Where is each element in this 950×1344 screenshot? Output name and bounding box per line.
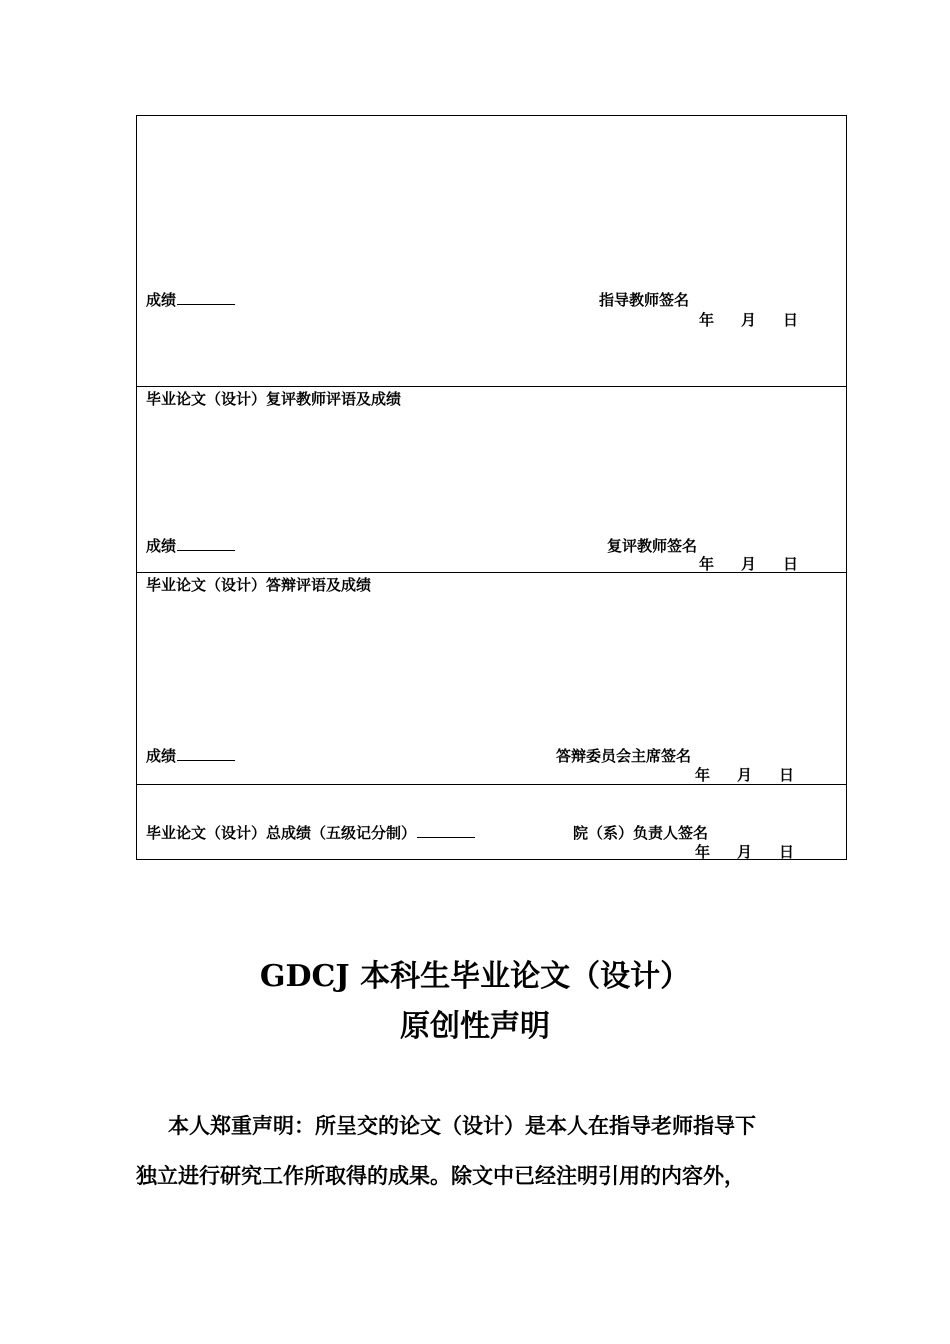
grade-blank[interactable]: [177, 291, 235, 305]
day-label: 日: [779, 766, 795, 784]
advisor-signature-label: 指导教师签名: [599, 291, 690, 309]
year-label: 年: [699, 555, 715, 573]
month-label: 月: [737, 766, 753, 784]
defense-section: [137, 573, 846, 785]
year-label: 年: [695, 766, 711, 784]
day-label: 日: [779, 843, 795, 861]
advisor-date: [699, 311, 798, 329]
defense-date: [695, 766, 794, 784]
total-section: [137, 785, 846, 861]
declaration-subtitle: 原创性声明: [400, 1009, 550, 1044]
defense-signature-label: 答辩委员会主席签名: [556, 747, 692, 765]
grade-blank[interactable]: [177, 747, 235, 761]
reviewer-grade-field[interactable]: [146, 537, 235, 555]
month-label: 月: [741, 311, 757, 329]
reviewer-date: [699, 555, 798, 573]
total-grade-blank[interactable]: [417, 824, 475, 838]
month-label: 月: [741, 555, 757, 573]
reviewer-heading: 毕业论文（设计）复评教师评语及成绩: [146, 390, 402, 408]
advisor-section: [137, 116, 846, 387]
year-label: 年: [695, 843, 711, 861]
grade-label: 成绩: [146, 747, 177, 765]
advisor-grade-field[interactable]: [146, 291, 235, 309]
reviewer-section: [137, 387, 846, 573]
day-label: 日: [783, 311, 799, 329]
declaration-title: GDCJ 本科生毕业论文（设计）: [259, 959, 691, 994]
declaration-paragraph-line-1: 本人郑重声明：所呈交的论文（设计）是本人在指导老师指导下: [168, 1113, 756, 1138]
reviewer-signature-label: 复评教师签名: [607, 537, 698, 555]
grade-label: 成绩: [146, 291, 177, 309]
evaluation-table: [136, 115, 847, 860]
dept-signature-label: 院（系）负责人签名: [573, 824, 709, 842]
grade-blank[interactable]: [177, 537, 235, 551]
defense-grade-field[interactable]: [146, 747, 235, 765]
defense-heading: 毕业论文（设计）答辩评语及成绩: [146, 576, 372, 594]
year-label: 年: [699, 311, 715, 329]
day-label: 日: [783, 555, 799, 573]
total-grade-field[interactable]: [146, 824, 475, 842]
total-grade-label: 毕业论文（设计）总成绩（五级记分制）: [146, 824, 417, 842]
declaration-paragraph-line-2: 独立进行研究工作所取得的成果。除文中已经注明引用的内容外，: [136, 1163, 745, 1188]
grade-label: 成绩: [146, 537, 177, 555]
month-label: 月: [737, 843, 753, 861]
total-date: [695, 843, 794, 861]
